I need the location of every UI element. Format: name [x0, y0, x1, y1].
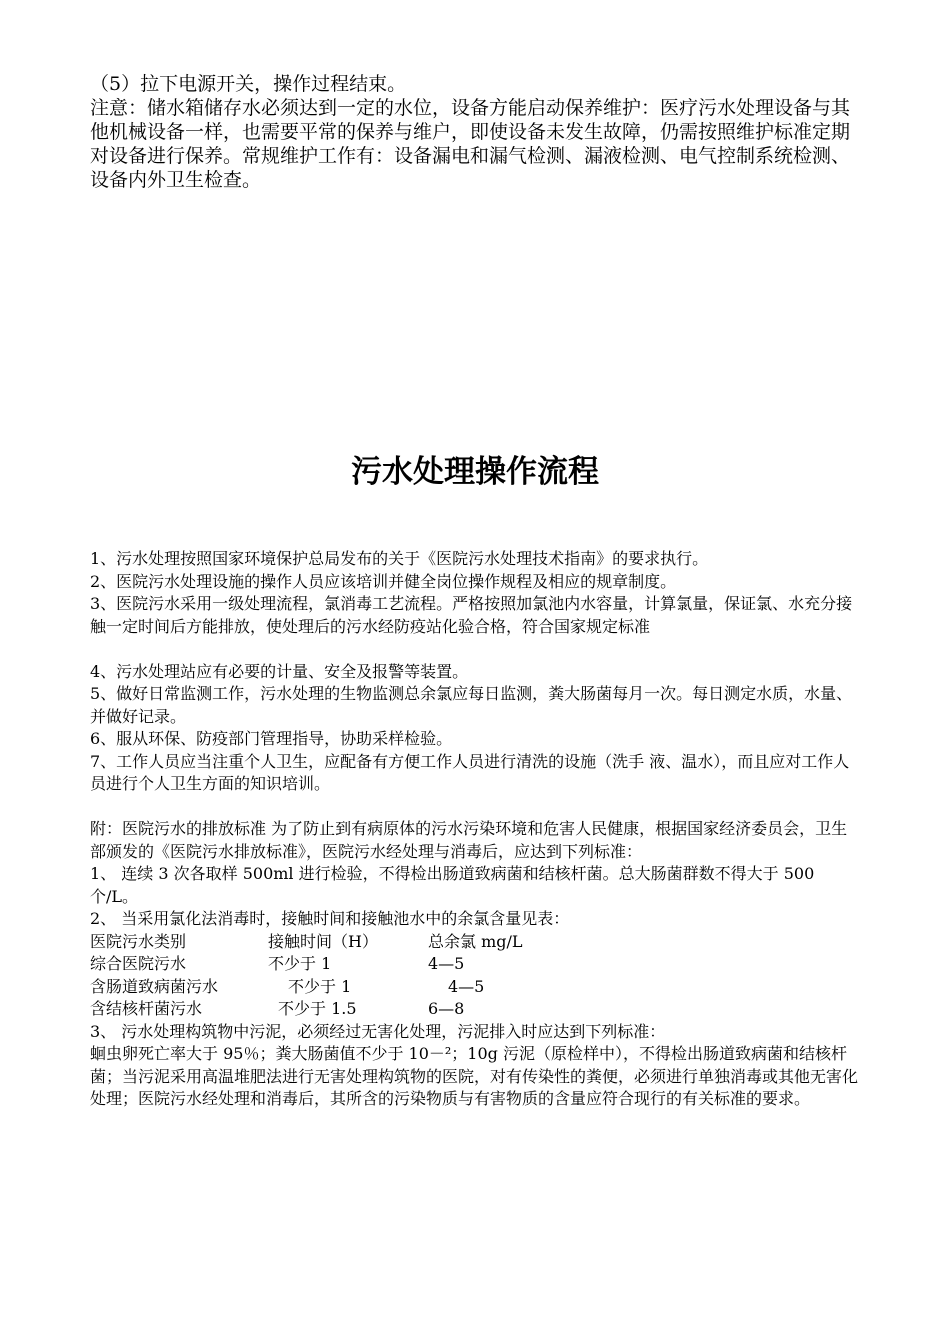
row-residual-chlorine: 6—8: [428, 999, 465, 1018]
row-residual-chlorine: 4—5: [448, 976, 485, 996]
procedure-item-3: 3、医院污水采用一级处理流程，氯消毒工艺流程。严格按照加氯池内水容量，计算氯量，保证氯、水充分接触一定时间后方能排放，使处理后的污水经防疫站化验合格，符合国家规定标准: [90, 594, 853, 636]
page-title: 污水处理操作流程: [351, 454, 599, 490]
standard-3-detail: 蛔虫卵死亡率大于 95％；粪大肠菌值不少于 10－²；10g 污泥（原检样中），不得检出肠道致病菌和结核杆菌；当污泥采用高温堆肥法进行无害处理构筑物的医院，对有传染性的粪便，必须进行单独消毒或其他无害化处理；医院污水经处理和消毒后，其所含的污染物质与有害物质的含量应符合现行的有关标准的要求。: [90, 1044, 859, 1108]
step-5-text: （5）拉下电源开关，操作过程结束。: [90, 73, 407, 95]
chlorine-table-header: [90, 931, 862, 954]
spacer: [90, 796, 862, 819]
row-contact-time: 不少于 1.5: [278, 999, 357, 1018]
table-row: [90, 953, 862, 976]
spacer: [90, 638, 862, 661]
procedure-item-2: 2、医院污水处理设施的操作人员应该培训并健全岗位操作规程及相应的规章制度。: [90, 571, 677, 591]
appendix-intro: 附：医院污水的排放标准 为了防止到有病原体的污水污染环境和危害人民健康，根据国家经济委员会，卫生部颁发的《医院污水排放标准》，医院污水经处理与消毒后，应达到下列标准：: [90, 819, 848, 861]
row-contact-time: 不少于 1: [288, 976, 352, 996]
previous-section-tail: [90, 72, 862, 192]
maintenance-note: 注意：储水箱储存水必须达到一定的水位，设备方能启动保养维护：医疗污水处理设备与其他机械设备一样，也需要平常的保养与维户，即使设备未发生故障，仍需按照维护标准定期对设备进行保养。常规维护工作有：设备漏电和漏气检测、漏液检测、电气控制系统检测、设备内外卫生检查。: [90, 97, 851, 191]
standard-3: 3、 污水处理构筑物中污泥，必须经过无害化处理，污泥排入时应达到下列标准：: [90, 1021, 666, 1041]
row-category: 综合医院污水: [90, 954, 187, 973]
row-category: 含结核杆菌污水: [90, 999, 203, 1018]
procedure-item-5: 5、做好日常监测工作，污水处理的生物监测总余氯应每日监测，粪大肠菌每月一次。每日测定水质，水量、并做好记录。: [90, 684, 853, 726]
standard-1: 1、 连续 3 次各取样 500ml 进行检验，不得检出肠道致病菌和结核杆菌。总大肠菌群数不得大于 500 个/L。: [90, 864, 815, 906]
header-contact-time: 接触时间（H）: [268, 931, 378, 951]
row-residual-chlorine: 4—5: [428, 954, 465, 973]
header-category: 医院污水类别: [90, 931, 187, 951]
row-contact-time: 不少于 1: [268, 954, 332, 973]
standard-2: 2、 当采用氯化法消毒时，接触时间和接触池水中的余氯含量见表：: [90, 909, 570, 928]
procedure-item-1: 1、污水处理按照国家环境保护总局发布的关于《医院污水处理技术指南》的要求执行。: [90, 549, 709, 568]
row-category: 含肠道致病菌污水: [90, 976, 219, 996]
procedure-item-6: 6、服从环保、防疫部门管理指导，协助采样检验。: [90, 729, 453, 748]
procedure-body: [90, 548, 862, 1111]
procedure-item-4: 4、污水处理站应有必要的计量、安全及报警等装置。: [90, 661, 469, 681]
table-row: [90, 998, 862, 1021]
procedure-item-7: 7、工作人员应当注重个人卫生，应配备有方便工作人员进行清洗的设施（洗手 液、温水），而且应对工作人员进行个人卫生方面的知识培训。: [90, 751, 850, 793]
table-row: [90, 976, 862, 999]
header-residual-chlorine: 总余氯 mg/L: [428, 931, 523, 951]
